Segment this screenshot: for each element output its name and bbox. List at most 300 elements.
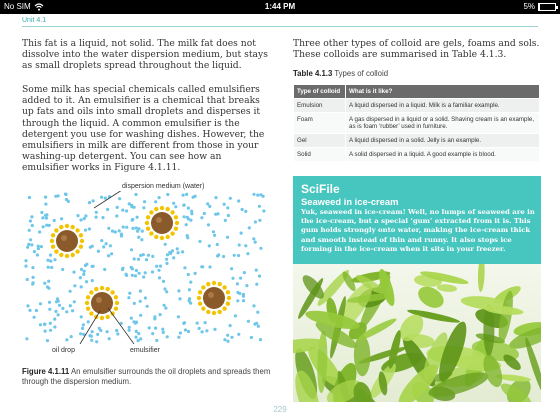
emulsifier-molecule [65,254,69,258]
water-particle [165,290,168,293]
oil-droplet [197,281,231,315]
water-particle [125,226,128,229]
water-particle [33,250,36,253]
water-particle [186,236,189,239]
water-particle [43,323,46,326]
emulsifier-molecule [146,227,150,231]
scifile-title: SciFile [301,182,340,196]
figure-caption-text: An emulsifier surrounds the oil droplets and spreads them through the dispersion medium. [22,367,271,386]
water-particle [58,304,61,307]
water-particle [258,219,261,222]
seaweed-photo [293,264,541,402]
water-particle [250,336,253,339]
water-particle [31,283,34,286]
water-particle [40,211,43,214]
water-particle [216,243,219,246]
table-cell: Solid [294,148,346,162]
water-particle [159,313,162,316]
water-particle [53,258,56,261]
water-particle [241,208,244,211]
water-particle [61,268,64,271]
water-particle [158,276,161,279]
table-cell: A liquid dispersed in a solid. Jelly is an example. [346,134,540,148]
water-particle [130,317,133,320]
water-particle [91,265,94,268]
water-particle [100,196,103,199]
emulsifier-molecule [226,302,230,306]
table-title [293,69,388,78]
water-particle [128,326,131,329]
oil-drop [151,212,173,234]
table-header-cell: What is it like? [346,85,540,99]
water-particle [223,338,226,341]
water-particle [254,220,257,223]
water-particle [128,202,131,205]
emulsifier-label: emulsifier [130,347,160,354]
water-particle [106,330,109,333]
water-particle [227,214,230,217]
water-particle [177,251,180,254]
water-particle [27,243,30,246]
water-particle [83,270,86,273]
water-particle [164,307,167,310]
emulsifier-molecule [174,215,178,219]
water-particle [231,277,234,280]
emulsifier-molecule [149,231,153,235]
table-cell: A gas dispersed in a liquid or a solid. Shaving cream is an example, as is foam ‘rubber’ used in furniture. [346,113,540,134]
water-particle [184,328,187,331]
water-particle [53,325,56,328]
water-particle [236,291,239,294]
emulsifier-molecule [206,282,210,286]
water-particle [139,314,142,317]
emulsifier-molecule [149,210,153,214]
water-particle [214,196,217,199]
water-particle [185,223,188,226]
water-particles [24,193,265,344]
water-particle [69,304,72,307]
water-particle [242,299,245,302]
water-particle [161,328,164,331]
water-particle [49,322,52,325]
water-particle [92,199,95,202]
water-particle [133,302,136,305]
water-particle [39,302,42,305]
water-particle [131,219,134,222]
water-particle [95,340,98,343]
emulsifier-molecule [50,239,54,243]
water-particle [130,205,133,208]
water-particle [163,287,166,290]
water-particle [198,327,201,330]
water-particle [26,304,29,307]
emulsifier-molecule [71,253,75,257]
figure-caption [22,367,272,387]
water-particle [48,308,51,311]
body-paragraph: Three other types of colloid are gels, foams and sols. These colloids are summarised in Table 4.1.3. [293,38,540,61]
water-particle [183,215,186,218]
water-particle [163,304,166,307]
water-particle [179,331,182,334]
water-particle [259,338,262,341]
water-particle [146,305,149,308]
water-particle [242,295,245,298]
body-paragraph: Some milk has special chemicals called emulsifiers added to it. An emulsifier is a chemical that breaks up fats and oils into small droplets and disperses it through the liquid. A common emulsifier is the detergent you use for washing dishes. However, the emulsifiers in milk are different from those in your washing-up detergent. You can see how an emulsifier works in Figure 4.1.11. [22,84,265,174]
water-particle [53,318,56,321]
water-particle [190,210,193,213]
water-particle [208,244,211,247]
water-particle [131,227,134,230]
water-particle [137,332,140,335]
water-particle [236,299,239,302]
water-particle [213,234,216,237]
water-particle [91,330,94,333]
water-particle [87,320,90,323]
scifile-subtitle: Seaweed in ice-cream [301,196,399,207]
water-particle [136,216,139,219]
water-particle [182,322,185,325]
water-particle [133,257,136,260]
water-particle [200,216,203,219]
water-particle [230,267,233,270]
emulsifier-molecule [51,245,55,249]
water-particle [124,273,127,276]
water-particle [166,193,169,196]
water-particle [80,315,83,318]
table-number: Table 4.1.3 [293,69,333,78]
battery-percent: 5% [523,2,535,11]
water-particle [162,331,165,334]
water-particle [238,243,241,246]
water-particle [42,225,45,228]
water-particle [206,202,209,205]
water-particle [159,265,162,268]
water-particle [71,309,74,312]
water-particle [142,206,145,209]
water-particle [136,230,139,233]
water-particle [154,327,157,330]
water-particle [28,196,31,199]
water-particle [155,265,158,268]
emulsifier-molecule [222,285,226,289]
water-particle [240,232,243,235]
emulsifier-molecule [106,287,110,291]
water-particle [57,313,60,316]
water-particle [65,198,68,201]
table-title-text: Types of colloid [332,69,389,78]
emulsifier-molecule [80,239,84,243]
emulsifier-molecule [145,221,149,225]
water-particle [101,216,104,219]
water-particle [139,337,142,340]
water-particle [70,335,73,338]
figure-number: Figure 4.1.11 [22,367,70,376]
water-particle [25,337,28,340]
water-particle [226,236,229,239]
water-particle [45,217,48,220]
water-particle [165,258,168,261]
water-particle [135,330,138,333]
water-particle [65,193,68,196]
water-particle [44,196,47,199]
emulsifier-molecule [89,311,93,315]
water-particle [85,280,88,283]
water-particle [108,337,111,340]
water-particle [245,284,248,287]
water-particle [258,205,261,208]
water-particle [207,223,210,226]
water-particle [256,311,259,314]
water-particle [76,214,79,217]
emulsifier-molecule [226,290,230,294]
water-particle [36,253,39,256]
emulsifier-molecule [154,235,158,239]
water-particle [84,264,87,267]
emulsifier-molecule [54,228,58,232]
water-particle [166,335,169,338]
emulsifier-molecule [114,307,118,311]
water-particle [46,339,49,342]
emulsifier-molecule [197,296,201,300]
water-particle [49,260,52,263]
table-cell: Foam [294,113,346,134]
table-header-row [294,85,540,99]
water-particle [140,238,143,241]
water-particle [252,193,255,196]
battery-icon [538,3,556,11]
table-cell: A liquid dispersed in a liquid. Milk is a familiar example. [346,99,540,113]
emulsifier-molecule [115,301,119,305]
water-particle [208,205,211,208]
water-particle [114,230,117,233]
water-particle [187,330,190,333]
water-particle [208,265,211,268]
water-particle [248,226,251,229]
water-particle [257,325,260,328]
emulsifier-molecule [175,221,179,225]
water-particle [28,309,31,312]
emulsifier-molecule [146,215,150,219]
water-particle [40,245,43,248]
water-particle [256,194,259,197]
water-particle [103,268,106,271]
table-row [294,134,540,148]
water-particle [223,203,226,206]
water-particle [262,209,265,212]
emulsifier-molecule [94,287,98,291]
water-particle [224,219,227,222]
water-particle [73,284,76,287]
water-particle [118,229,121,232]
water-particle [189,281,192,284]
header-divider [22,26,538,27]
water-particle [47,280,50,283]
water-particle [151,332,154,335]
water-particle [82,273,85,276]
water-particle [30,215,33,218]
water-particle [236,282,239,285]
water-particle [41,216,44,219]
emulsifier-molecule [79,245,83,249]
water-particle [147,254,150,257]
water-particle [172,256,175,259]
water-particle [144,271,147,274]
water-particle [128,292,131,295]
status-bar [0,0,560,14]
water-particle [134,193,137,196]
water-particle [105,242,108,245]
water-particle [255,269,258,272]
water-particle [177,336,180,339]
water-particle [201,330,204,333]
water-particle [116,206,119,209]
water-particle [234,314,237,317]
water-particle [43,282,46,285]
water-particle [44,330,47,333]
emulsifier-molecule [166,235,170,239]
emulsifier-molecule [154,207,158,211]
emulsifier-molecule [166,207,170,211]
water-particle [262,195,265,198]
water-particle [95,216,98,219]
water-particle [130,266,133,269]
water-particle [182,194,185,197]
water-particle [183,266,186,269]
emulsifier-figure [22,178,270,366]
emulsifier-molecule [114,295,118,299]
water-particle [258,275,261,278]
emulsifier-molecule [174,227,178,231]
water-particle [38,230,41,233]
water-particle [141,230,144,233]
scifile-box [293,176,541,402]
oil-droplet [50,224,84,258]
water-particle [28,229,31,232]
water-particle [37,245,40,248]
oil-drop-label: oil drop [52,347,75,354]
water-particle [39,323,42,326]
water-particle [69,290,72,293]
water-particle [183,203,186,206]
water-particle [252,237,255,240]
water-particle [151,255,154,258]
water-particle [139,290,142,293]
emulsifier-molecule [110,290,114,294]
water-particle [84,214,87,217]
water-particle [252,304,255,307]
water-particle [144,296,147,299]
water-particle [233,254,236,257]
water-particle [188,288,191,291]
water-particle [171,249,174,252]
water-particle [47,266,50,269]
water-particle [176,247,179,250]
water-particle [82,323,85,326]
water-particle [91,245,94,248]
water-particle [164,243,167,246]
water-particle [226,334,229,337]
water-particle [153,317,156,320]
water-particle [259,247,262,250]
emulsifier-molecule [85,301,89,305]
water-particle [121,209,124,212]
water-particle [26,278,29,281]
water-particle [97,250,100,253]
water-particle [79,218,82,221]
water-particle [237,199,240,202]
water-particle [26,246,29,249]
water-particle [60,217,63,220]
clock: 1:44 PM [264,2,296,11]
oil-droplet [145,206,179,240]
water-particle [127,296,130,299]
emulsifier-molecule [51,233,55,237]
water-particle [48,224,51,227]
water-particle [80,285,83,288]
emulsifier-molecule [106,315,110,319]
water-particle [111,230,114,233]
water-particle [254,241,257,244]
emulsifier-molecule [206,310,210,314]
water-particle [151,270,154,273]
water-particle [201,265,204,268]
water-particle [30,243,33,246]
dispersion-medium-label: dispersion medium (water) [122,183,205,190]
water-particle [100,239,103,242]
water-particle [24,259,27,262]
water-particle [102,245,105,248]
water-particle [72,271,75,274]
water-particle [35,309,38,312]
table-row [294,148,540,162]
water-particle [130,248,133,251]
water-particle [198,240,201,243]
water-particle [31,224,34,227]
water-particle [177,315,180,318]
water-particle [165,262,168,265]
oil-droplet [85,286,119,320]
water-particle [246,252,249,255]
water-particle [216,212,219,215]
water-particle [24,265,27,268]
water-particle [213,328,216,331]
water-particle [158,196,161,199]
body-paragraph: This fat is a liquid, not solid. The milk fat does not dissolve into the water dispersion medium, but stays as small droplets spread throughout the liquid. [22,38,268,72]
status-right [523,2,556,11]
water-particle [90,335,93,338]
water-particle [90,339,93,342]
colloid-table [293,84,540,162]
water-particle [88,201,91,204]
water-particle [148,326,151,329]
scifile-text: Yuk, seaweed in ice-cream! Well, no lumps of seaweed are in the ice-cream, but a special ‘gum’ extracted from it is. This gum holds strongly onto water, making the ice-cream thick and smooth instead of thin and runny. It also stops ice forming in the ice-cream when it sits in your freezer. [301,208,535,253]
water-particle [162,280,165,283]
water-particle [187,207,190,210]
water-particle [185,193,188,196]
water-particle [128,329,131,332]
water-particle [177,289,180,292]
water-particle [187,273,190,276]
water-particle [120,233,123,236]
emulsifier-molecule [218,282,222,286]
water-particle [205,329,208,332]
page-number: 229 [273,405,287,414]
table-header-cell: Type of colloid [294,85,346,99]
water-particle [84,229,87,232]
water-particle [178,297,181,300]
water-particle [143,200,146,203]
table-cell: Gel [294,134,346,148]
